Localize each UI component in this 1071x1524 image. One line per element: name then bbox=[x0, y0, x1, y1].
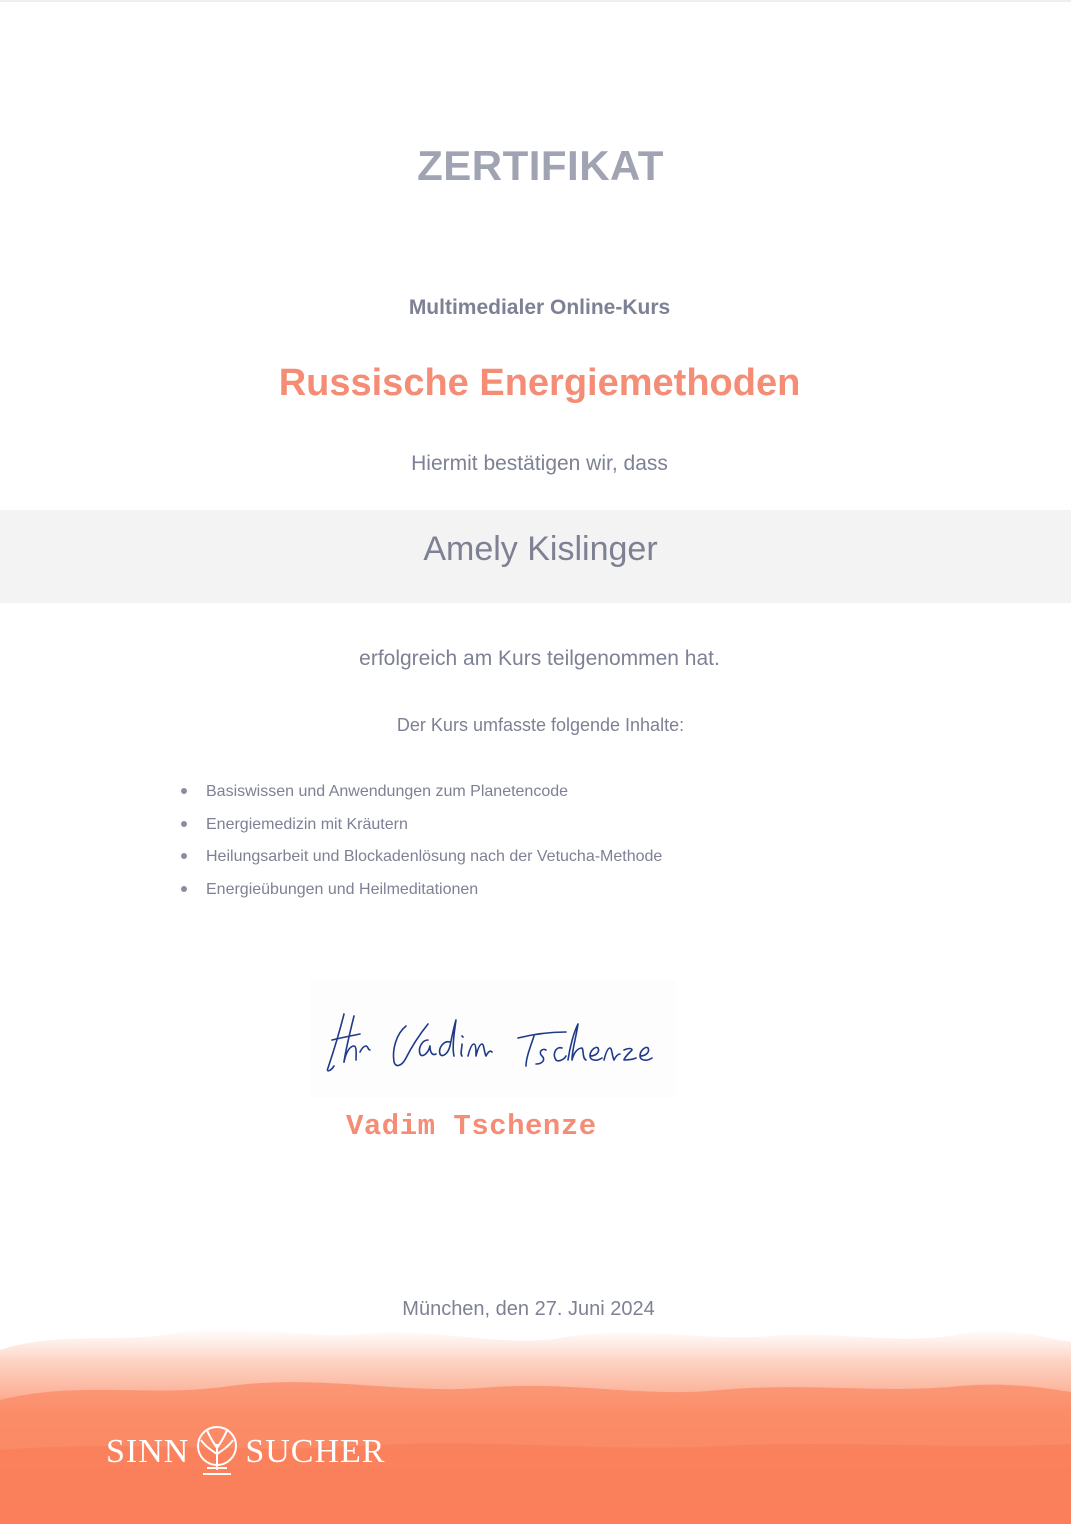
list-item bbox=[180, 811, 662, 844]
bullet-icon bbox=[181, 886, 187, 892]
list-item-text: Energieübungen und Heilmeditationen bbox=[206, 880, 479, 898]
contents-intro: Der Kurs umfasste folgende Inhalte: bbox=[396, 715, 685, 735]
list-item bbox=[180, 876, 662, 909]
signer-name: Vadim Tschenze bbox=[346, 1110, 597, 1143]
logo-word-left: SINN bbox=[106, 1433, 190, 1470]
course-contents-list bbox=[180, 778, 662, 908]
bullet-icon bbox=[181, 788, 187, 794]
footer-watercolor bbox=[0, 1290, 1071, 1524]
handwritten-signature bbox=[310, 980, 676, 1098]
tree-emblem-icon bbox=[193, 1424, 241, 1481]
place-date: München, den 27. Juni 2024 bbox=[402, 1298, 655, 1320]
certificate-title: ZERTIFIKAT bbox=[417, 142, 664, 189]
participant-name: Amely Kislinger bbox=[423, 530, 658, 568]
sinnsucher-logo bbox=[106, 1422, 385, 1482]
course-name: Russische Energiemethoden bbox=[278, 362, 801, 404]
list-item-text: Heilungsarbeit und Blockadenlösung nach der Vetucha-Methode bbox=[206, 848, 663, 866]
signature-drawing bbox=[310, 980, 676, 1098]
bullet-icon bbox=[181, 853, 187, 859]
top-border bbox=[0, 0, 1071, 2]
bullet-icon bbox=[181, 821, 187, 827]
list-item-text: Energiemedizin mit Kräutern bbox=[206, 815, 408, 833]
confirmation-text: Hiermit bestätigen wir, dass bbox=[411, 452, 668, 475]
list-item bbox=[180, 778, 662, 811]
logo-word-right: SUCHER bbox=[245, 1433, 386, 1470]
list-item bbox=[180, 843, 662, 876]
list-item-text: Basiswissen und Anwendungen zum Planetencode bbox=[206, 783, 569, 800]
completion-text: erfolgreich am Kurs teilgenommen hat. bbox=[359, 647, 720, 670]
course-type: Multimedialer Online-Kurs bbox=[408, 296, 671, 319]
